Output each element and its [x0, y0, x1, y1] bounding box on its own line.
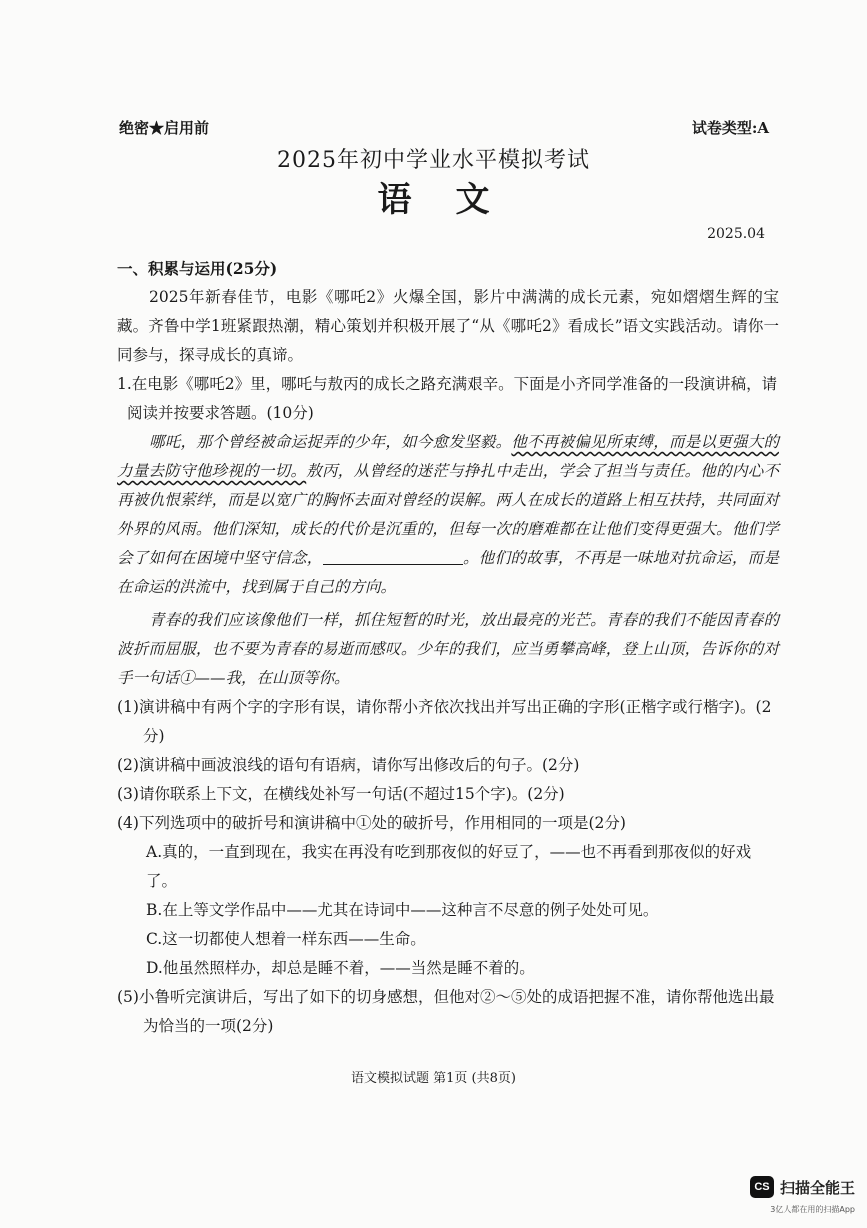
- watermark-subtitle: 3亿人都在用的扫描App: [770, 1205, 855, 1214]
- sub-question-3: (3)请你联系上下文，在横线处补写一句话(不超过15个字)。(2分): [117, 785, 565, 803]
- option-c: C.这一切都使人想着一样东西——生命。: [146, 930, 426, 948]
- question-1-stem: 1.在电影《哪吒2》里，哪吒与敖丙的成长之路充满艰辛。下面是小齐同学准备的一段演讲稿，请阅读并按要求答题。(10分): [117, 375, 778, 422]
- speech-text-b: 敖丙，从曾经的迷茫与挣扎中走出，学会了担当与责任。他的内心不再被仇恨萦绊，而是以宽广的胸怀去面对曾经的误解。两人在成长的道路上相互扶持，共同面对外界的风雨。他们深知，成长的代价是沉重的，但每一次的磨难都在让他们变得更强大。他们学会了如何在困境中坚守信念，: [117, 462, 779, 567]
- section-heading: 一、积累与运用(25分): [117, 259, 278, 278]
- option-a: A.真的，一直到现在，我实在再没有吃到那夜似的好豆了，——也不再看到那夜似的好戏了。: [146, 843, 752, 890]
- speech-text-a: 哪吒，那个曾经被命运捉弄的少年，如今愈发坚毅。: [149, 433, 512, 451]
- scanner-watermark: [750, 1176, 855, 1198]
- sub-question-2: (2)演讲稿中画波浪线的语句有语病，请你写出修改后的句子。(2分): [117, 756, 580, 774]
- paper-type-label: 试卷类型:A: [691, 119, 769, 137]
- exam-title: 2025年初中学业水平模拟考试: [277, 148, 590, 173]
- exam-body: [117, 254, 779, 1041]
- speech-paragraph-2: 青春的我们应该像他们一样，抓住短暂的时光，放出最亮的光芒。青春的我们不能因青春的波折而屈服，也不要为青春的易逝而感叹。少年的我们，应当勇攀高峰，登上山顶，告诉你的对手一句话①——我，在山顶等你。: [117, 611, 779, 687]
- exam-date: 2025.04: [707, 226, 765, 242]
- camscanner-logo-icon: CS: [750, 1176, 774, 1198]
- sub-question-5: (5)小鲁听完演讲后，写出了如下的切身感想，但他对②～⑤处的成语把握不准，请你帮他选出最为恰当的一项(2分): [117, 988, 775, 1035]
- sub-question-4: (4)下列选项中的破折号和演讲稿中①处的破折号，作用相同的一项是(2分): [117, 814, 626, 832]
- speech-text-c: 。他们的故事，不再是一味地对抗命运，而是在命运的洪流中，找到属于自己的方向。: [117, 549, 779, 596]
- section-intro: 2025年新春佳节，电影《哪吒2》火爆全国，影片中满满的成长元素，宛如熠熠生辉的宝藏。齐鲁中学1班紧跟热潮，精心策划并积极开展了“从《哪吒2》看成长”语文实践活动。请你一同参与，探寻成长的真谛。: [117, 288, 779, 364]
- option-b: B.在上等文学作品中——尤其在诗词中——这种言不尽意的例子处处可见。: [146, 901, 659, 919]
- speech-paragraph-1: [117, 428, 779, 602]
- subject-title: 语文: [377, 180, 534, 220]
- sub-question-1: (1)演讲稿中有两个字的字形有误，请你帮小齐依次找出并写出正确的字形(正楷字或行楷字)。(2分): [117, 698, 772, 745]
- page-footer: 语文模拟试题 第1页 (共8页): [351, 1071, 516, 1086]
- wavy-underlined-sentence: 他不再被偏见所束缚，而是以更强大的力量去防守他珍视的一切。: [117, 433, 779, 480]
- fill-in-blank: [323, 548, 463, 565]
- watermark-name: 扫描全能王: [779, 1178, 855, 1197]
- secret-label: 绝密★启用前: [119, 119, 210, 137]
- option-d: D.他虽然照样办，却总是睡不着，——当然是睡不着的。: [146, 959, 535, 977]
